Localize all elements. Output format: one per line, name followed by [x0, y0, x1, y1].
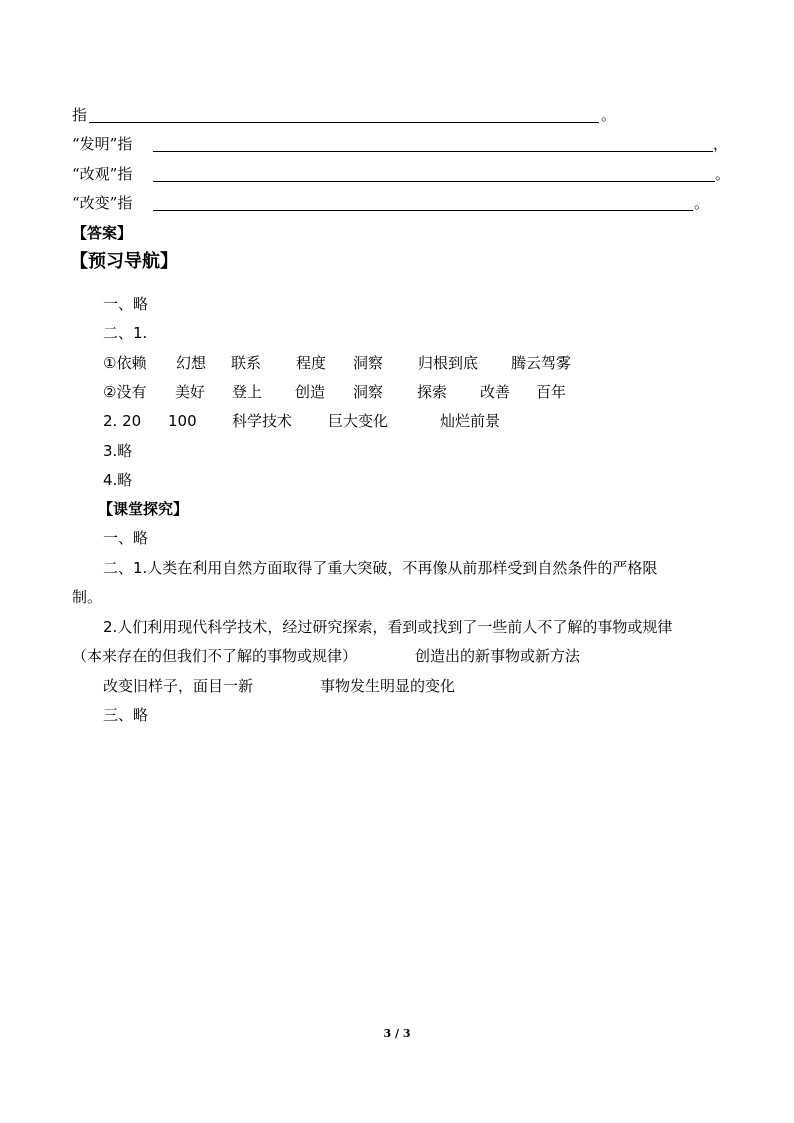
fill-blank-line [153, 210, 693, 211]
preview-word-line-1 [103, 353, 703, 373]
word: 洞察 [353, 383, 384, 401]
explain-text: （本来存在的但我们不了解的事物或规律） [72, 647, 358, 665]
explain-text: 创造出的新事物或新方法 [415, 647, 581, 665]
explore-item-2: 二、1.人类在利用自然方面取得了重大突破，不再像从前那样受到自然条件的严格限 [103, 559, 658, 577]
explore-item-2-cont: 制。 [72, 588, 103, 606]
word: 2. 20 [103, 412, 142, 430]
fill-end: 。 [601, 106, 617, 124]
fill-end: 。 [715, 165, 731, 183]
explore-item-3-line-b [72, 646, 692, 666]
explore-item-3: 2.人们利用现代科学技术，经过研究探索，看到或找到了一些前人不了解的事物或规律 [103, 618, 673, 636]
fill-label: 指 [72, 106, 88, 124]
preview-heading: 【预习导航】 [70, 251, 178, 272]
word: 洞察 [353, 354, 384, 372]
explore-item-1: 一、略 [103, 529, 149, 547]
fill-blank-line [153, 181, 715, 182]
page-number: 3 / 3 [383, 1027, 411, 1040]
word: 创造 [295, 383, 326, 401]
preview-item-1: 一、略 [103, 295, 149, 313]
explain-text: 改变旧样子，面目一新 [103, 677, 254, 695]
word: ①依赖 [103, 354, 147, 372]
word: 联系 [231, 354, 262, 372]
preview-item-3: 3.略 [103, 442, 133, 460]
preview-item-4: 4.略 [103, 471, 133, 489]
fill-label: “改变”指 [72, 194, 133, 212]
word: 科学技术 [232, 412, 293, 430]
word: 巨大变化 [328, 412, 389, 430]
word: 程度 [296, 354, 327, 372]
fill-row-4 [72, 193, 132, 213]
word: 幻想 [176, 354, 207, 372]
fill-end: ， [713, 135, 729, 153]
fill-row-3 [72, 164, 132, 184]
fill-blank-line [89, 122, 599, 123]
class-explore-heading: 【课堂探究】 [98, 500, 189, 518]
word: 腾云驾雾 [511, 354, 572, 372]
fill-end: 。 [694, 194, 710, 212]
answer-heading: 【答案】 [72, 224, 133, 242]
fill-blank-line [153, 151, 713, 152]
word: 百年 [536, 383, 567, 401]
fill-row-2 [72, 134, 132, 154]
word: 美好 [175, 383, 206, 401]
word: 探索 [417, 383, 448, 401]
word: 灿烂前景 [440, 412, 501, 430]
word: 100 [168, 412, 197, 430]
word: 登上 [232, 383, 263, 401]
word: 归根到底 [418, 354, 479, 372]
preview-word-line-2 [103, 382, 703, 402]
fill-label: “改观”指 [72, 165, 133, 183]
word: ②没有 [103, 383, 147, 401]
word: 改善 [480, 383, 511, 401]
fill-label: “发明”指 [72, 135, 133, 153]
preview-item-2: 二、1. [103, 324, 148, 342]
fill-row-1 [72, 105, 87, 125]
explore-item-4: 三、略 [103, 706, 149, 724]
explain-text: 事物发生明显的变化 [320, 677, 456, 695]
preview-word-line-3 [103, 411, 703, 431]
explore-item-3-line-c [103, 676, 603, 696]
